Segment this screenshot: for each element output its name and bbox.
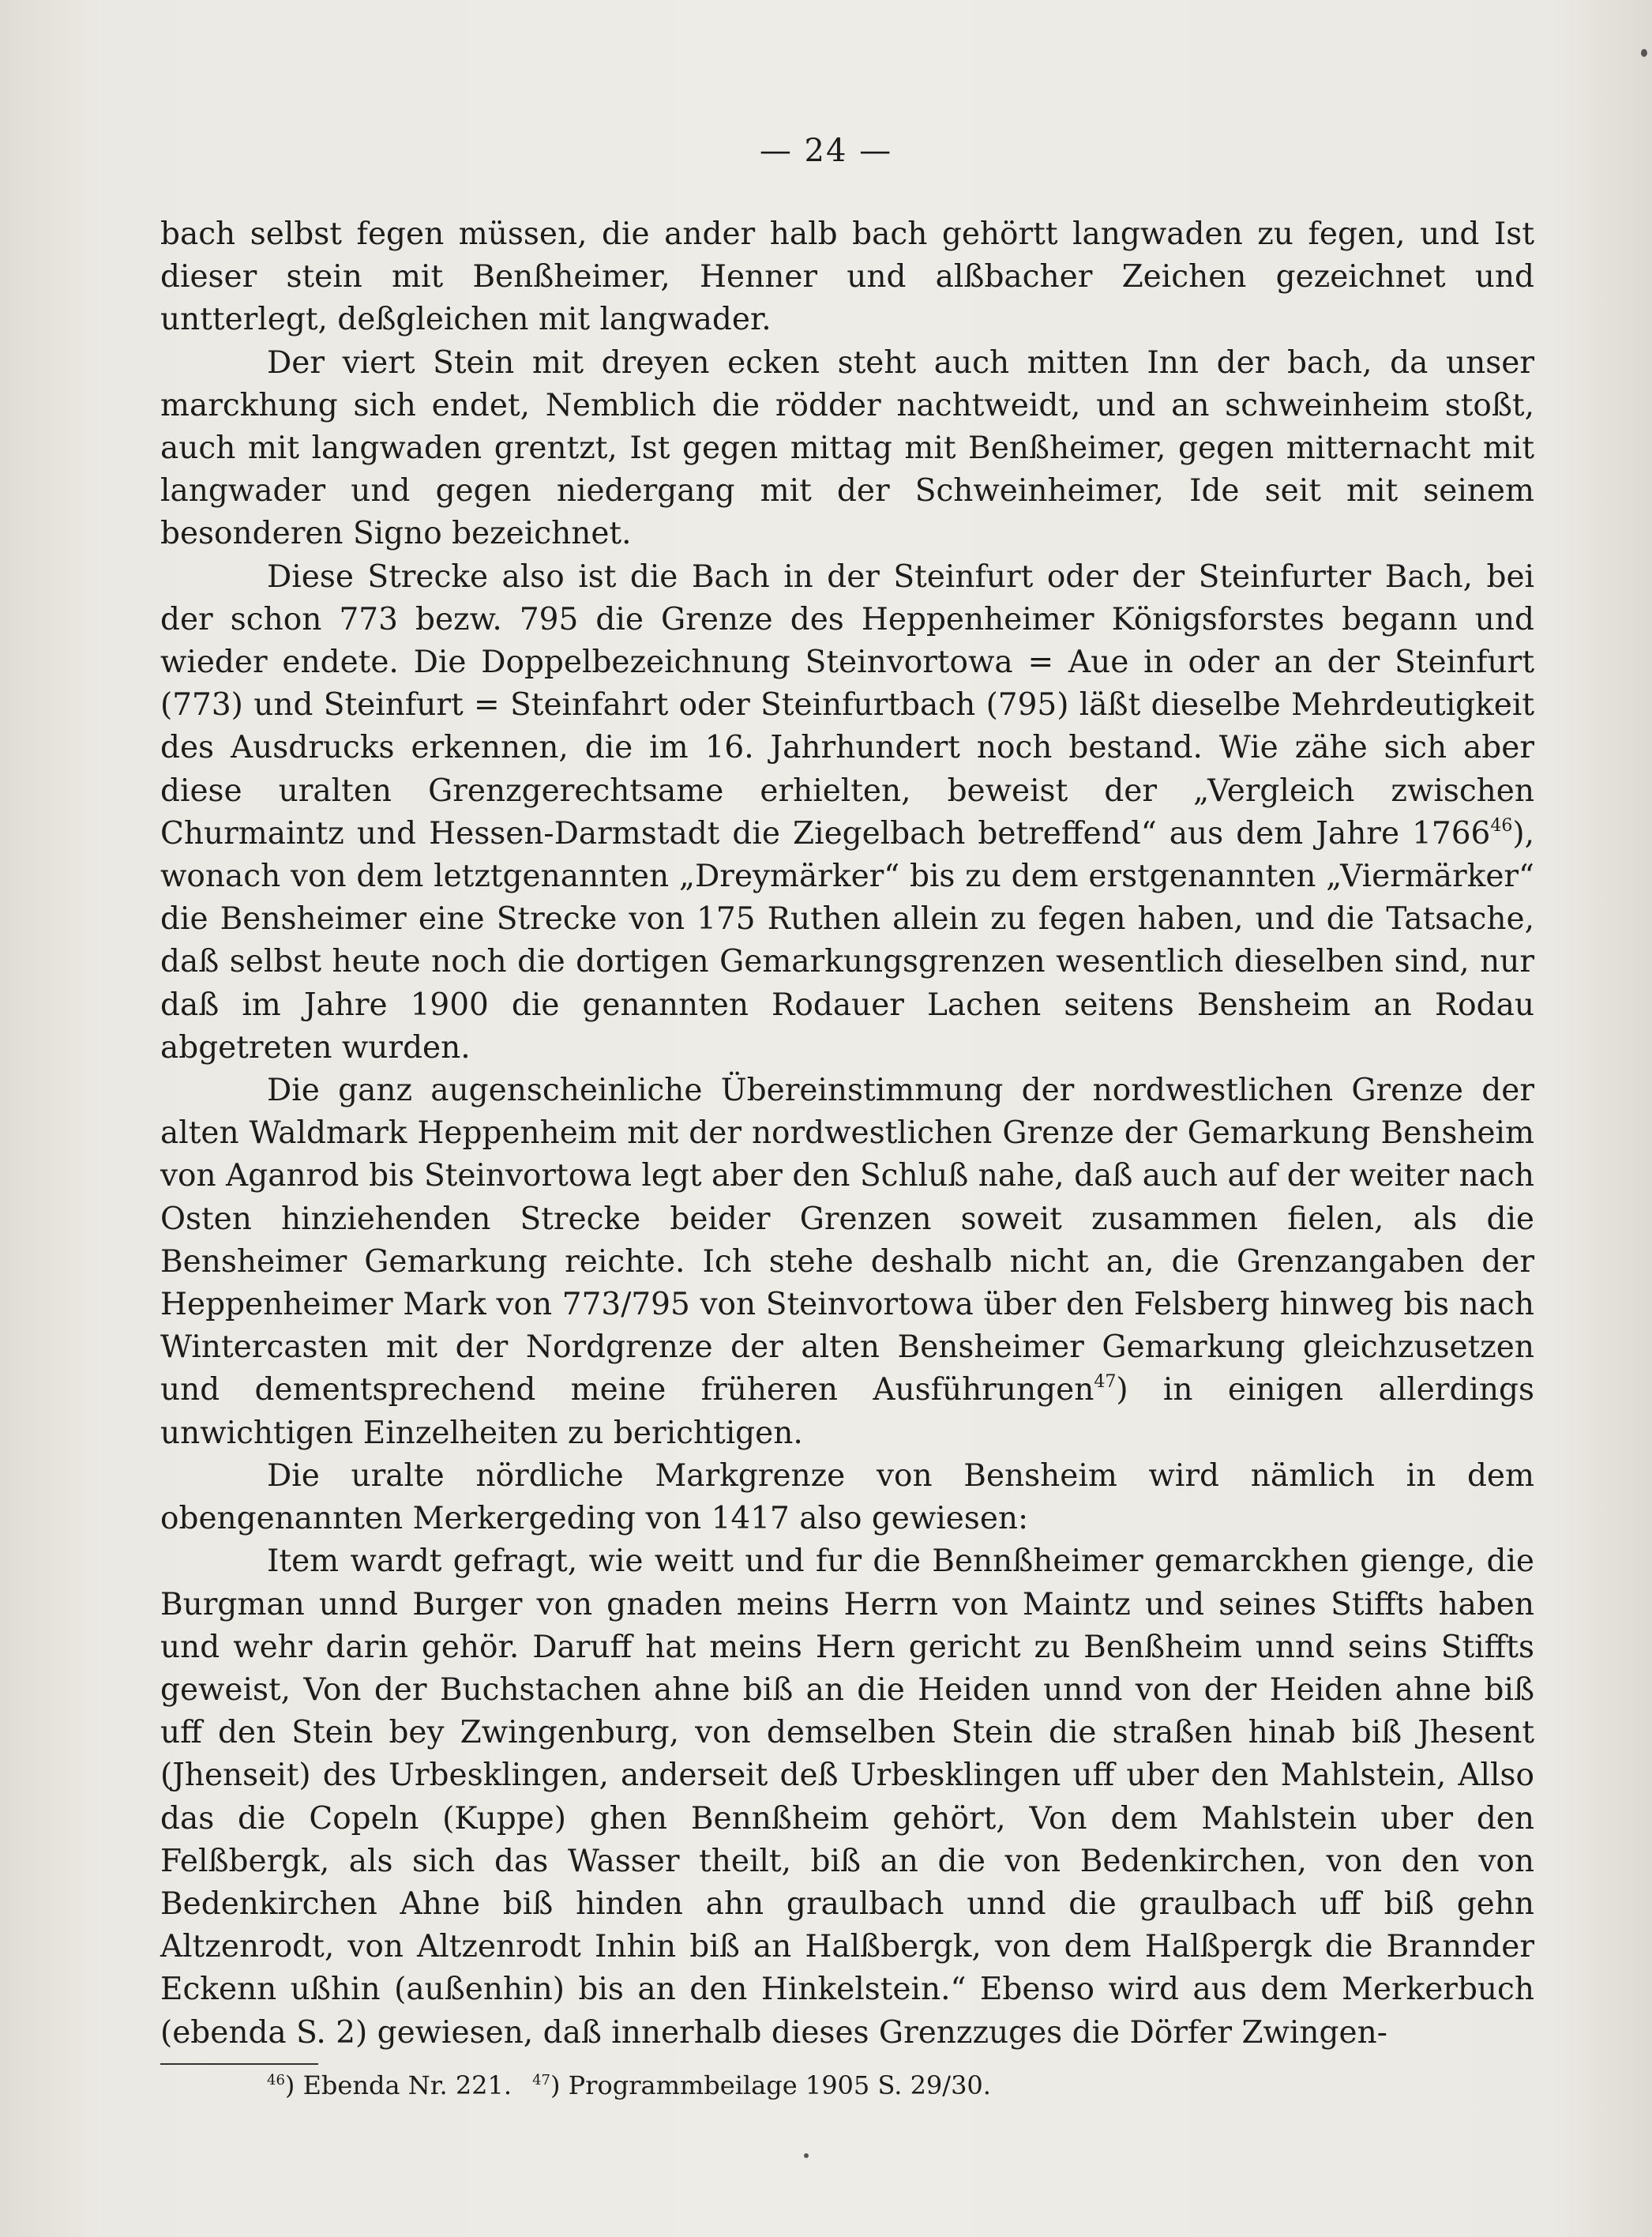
footnote-46: [267, 2070, 512, 2100]
paragraph-4-text-b: ) in einigen allerdings unwichtigen Einzelheiten zu berichtigen.: [160, 1372, 1534, 1451]
footnote-ref-47: 47: [1094, 1372, 1117, 1393]
paragraph-1: bach selbst fegen müssen, die ander halb bach gehörtt langwaden zu fegen, und Ist dieser stein mit Benßheimer, Henner und alßbacher Zeichen gezeichnet und untterlegt, deßgleichen mit langwader.: [160, 216, 1534, 338]
paragraph-4-text-a: Die ganz augenscheinliche Übereinstimmung der nordwestlichen Grenze der alten Waldmark Heppenheim mit der nordwestlichen Grenze der Gemarkung Bensheim von Aganrod bis Steinvortowa legt aber den Schluß nahe, daß auch auf der weiter nach Osten hinziehenden Strecke beider Grenzen soweit zusammen fielen, als die Bensheimer Gemarkung reichte. Ich stehe deshalb nicht an, die Grenzangaben der Heppenheimer Mark von 773/795 von Steinvortowa über den Felsberg hinweg bis nach Wintercasten mit der Nordgrenze der alten Bensheimer Gemarkung gleichzusetzen und dementsprechend meine früheren Ausführungen: [160, 1073, 1534, 1408]
footnote-47-mark: 47: [532, 2072, 550, 2088]
paragraph-3-text-b: ), wonach von dem letztgenannten „Dreymärker“ bis zu dem erstgenannten „Viermärker“ die Bensheimer eine Strecke von 175 Ruthen allein zu fegen haben, und die Tatsache, daß selbst heute noch die dortigen Gemarkungsgrenzen wesentlich dieselben sind, nur daß im Jahre 1900 die genannten Rodauer Lachen seitens Bensheim an Rodau abgetreten wurden.: [160, 815, 1534, 1066]
paragraph-3-text-a: Diese Strecke also ist die Bach in der Steinfurt oder der Steinfurter Bach, bei der schon 773 bezw. 795 die Grenze des Heppenheimer Königsforstes begann und wieder endete. Die Doppelbezeichnung Steinvortowa = Aue in oder an der Steinfurt (773) und Steinfurt = Steinfahrt oder Steinfurtbach (795) läßt dieselbe Mehrdeutigkeit des Ausdrucks erkennen, die im 16. Jahrhundert noch bestand. Wie zähe sich aber diese uralten Grenzgerechtsame erhielten, beweist der „Vergleich zwischen Churmaintz und Hessen-Darmstadt die Ziegelbach betreffend“ aus dem Jahre 1766: [160, 558, 1534, 852]
paper-speck: [804, 2153, 809, 2158]
paragraph-6: Item wardt gefragt, wie weitt und fur die Bennßheimer gemarckhen gienge, die Burgman unnd Burger von gnaden meins Herrn von Maintz und seines Stiffts haben und wehr darin gehör. Daruff hat meins Hern gericht zu Benßheim unnd seins Stiffts geweist, Von der Buchstachen ahne biß an die Heiden unnd von der Heiden ahne biß uff den Stein bey Zwingenburg, von demselben Stein die straßen hinab biß Jhesent (Jhenseit) des Urbesklingen, anderseit deß Urbesklingen uff uber den Mahlstein, Allso das die Copeln (Kuppe) ghen Bennßheim gehört, Von dem Mahlstein uber den Felßbergk, als sich das Wasser theilt, biß an die von Bedenkirchen, von den von Bedenkirchen Ahne biß hinden ahn graulbach unnd die graulbach uff biß gehn Altzenrodt, von Altzenrodt Inhin biß an Halßbergk, von dem Halßpergk die Brannder Eckenn ußhin (außenhin) bis an den Hinkelstein.“ Ebenso wird aus dem Merkerbuch (ebenda S. 2) gewiesen, daß innerhalb dieses Grenzzuges die Dörfer Zwingen-: [160, 1543, 1534, 2051]
footnote-47: [532, 2070, 991, 2100]
paper-speck: [1641, 49, 1647, 57]
paragraph-2: Der viert Stein mit dreyen ecken steht auch mitten Inn der bach, da unser marckhung sich endet, Nemblich die rödder nachtweidt, und an schweinheim stoßt, auch mit langwaden grentzt, Ist gegen mittag mit Benßheimer, gegen mitternacht mit langwader und gegen niedergang mit der Schweinheimer, Ide seit mit seinem besonderen Signo bezeichnet.: [160, 344, 1534, 552]
paragraph-3: [160, 556, 1534, 1070]
paragraph-4: [160, 1070, 1534, 1455]
footnote-ref-46: 46: [1490, 815, 1513, 836]
footnote-46-text: ) Ebenda Nr. 221.: [284, 2070, 512, 2100]
footnote-divider: [160, 2063, 318, 2065]
footnotes: [267, 2066, 991, 2105]
footnote-46-mark: 46: [267, 2072, 285, 2088]
body-text: [160, 213, 1534, 2055]
page-number: — 24 —: [759, 133, 893, 169]
footnote-47-text: ) Programmbeilage 1905 S. 29/30.: [550, 2070, 991, 2100]
paragraph-5: Die uralte nördliche Markgrenze von Bensheim wird nämlich in dem obengenannten Merkergeding von 1417 also gewiesen:: [160, 1457, 1534, 1537]
